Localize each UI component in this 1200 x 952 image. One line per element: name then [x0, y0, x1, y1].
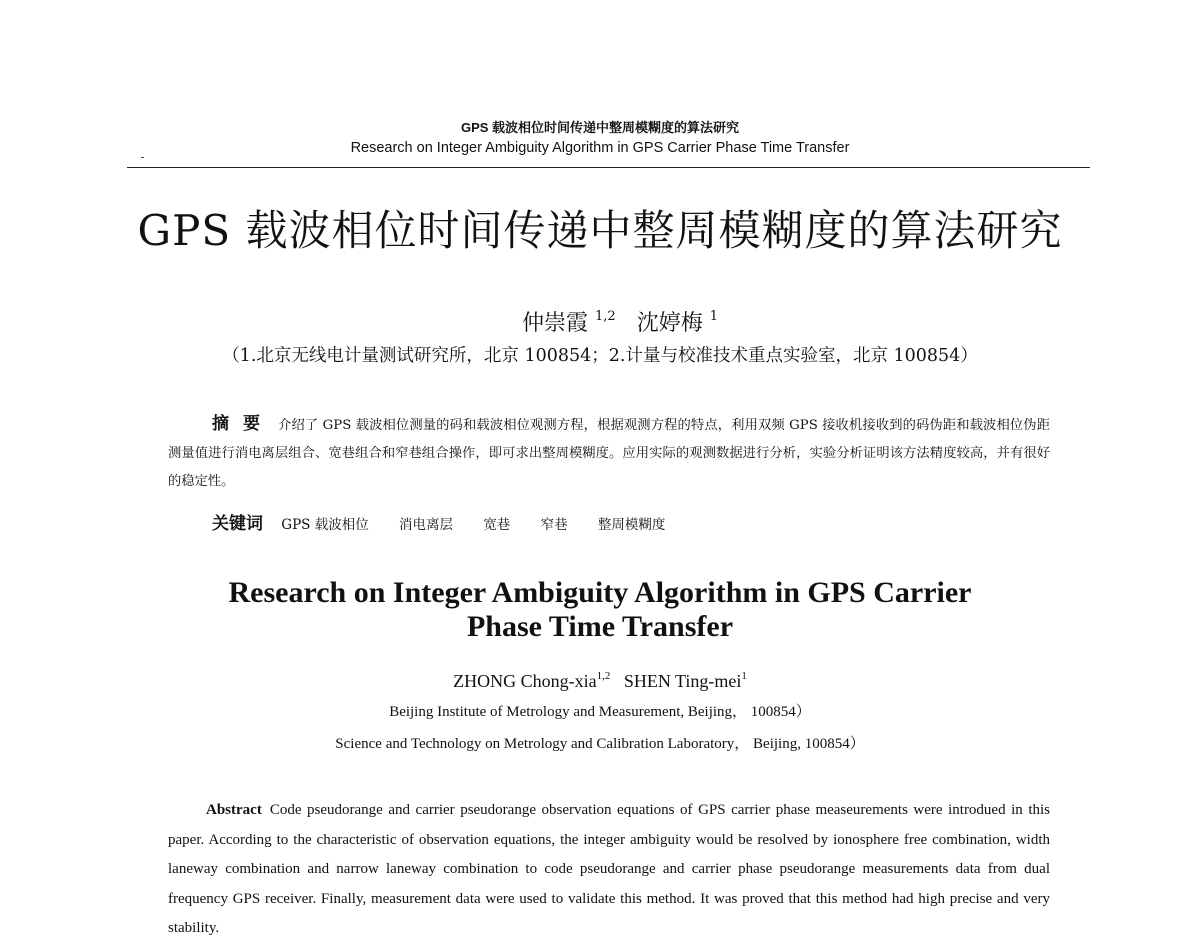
abstract-zh-label: 摘要	[212, 414, 274, 434]
keyword: 宽巷	[483, 517, 511, 533]
authors-zh	[0, 301, 1200, 340]
author-affiliation-mark: 1	[741, 670, 747, 682]
author-name: ZHONG Chong-xia	[453, 671, 597, 691]
authors-en	[0, 664, 1200, 693]
author-affiliation-mark: 1,2	[596, 670, 611, 682]
keywords-zh-label: 关键词	[212, 514, 263, 534]
abstract-en-label: Abstract	[206, 802, 262, 818]
affiliation-zh: （1.北京无线电计量测试研究所，北京 100854；2.计量与校准技术重点实验室，北京 100854）	[222, 346, 978, 366]
author-name: 沈婷梅	[636, 311, 703, 336]
abstract-en	[168, 796, 1050, 944]
affiliation-en: Science and Technology on Metrology and Calibration Laboratory， Beijing, 100854）	[335, 736, 865, 752]
header-rule	[127, 167, 1090, 168]
paper-title-en-line: Research on Integer Ambiguity Algorithm in GPS Carrier	[228, 576, 972, 609]
running-header-title-zh: GPS 载波相位时间传递中整周模糊度的算法研究	[460, 120, 740, 135]
abstract-en-text: Code pseudorange and carrier pseudorange observation equations of GPS carrier phase measeurements were introdued in this paper. According to the characteristic of observation equations, the integer ambiguity would be resolved by ionosphere free combination, width laneway combination and narrow laneway combination to code pseudorange and carrier phase pseudorange measurements data from dual frequency GPS receiver. Finally, measurement data were used to validate this method. It was proved that this method had high precise and very stability.	[168, 802, 1050, 937]
author-name: 仲崇霞	[522, 311, 589, 336]
affiliation-en: Beijing Institute of Metrology and Measurement, Beijing， 100854）	[389, 704, 811, 720]
paper-title-en	[0, 576, 1200, 644]
author-affiliation-mark: 1	[709, 309, 718, 324]
paper-title-en-line: Phase Time Transfer	[466, 610, 734, 643]
keywords-zh	[212, 510, 1052, 539]
keyword: 消电离层	[399, 517, 454, 533]
abstract-zh	[168, 410, 1050, 496]
paper-title-zh: GPS 载波相位时间传递中整周模糊度的算法研究	[137, 206, 1063, 255]
keyword: GPS 载波相位	[281, 517, 369, 533]
abstract-zh-text: 介绍了 GPS 载波相位测量的码和载波相位观测方程，根据观测方程的特点，利用双频 GPS 接收机接收到的码伪距和载波相位伪距测量值进行消电离层组合、宽巷组合和窄巷组合操作，即可求出整周模糊度。应用实际的观测数据进行分析，实验分析证明该方法精度较高，并有很好的稳定性。	[168, 418, 1050, 489]
running-header	[0, 118, 1200, 158]
running-header-title-en: Research on Integer Ambiguity Algorithm in GPS Carrier Phase Time Transfer	[350, 140, 850, 156]
author-name: SHEN Ting-mei	[623, 671, 742, 691]
header-mark	[141, 157, 144, 158]
keyword: 窄巷	[540, 517, 568, 533]
author-affiliation-mark: 1,2	[595, 309, 616, 324]
keyword: 整周模糊度	[597, 517, 666, 533]
